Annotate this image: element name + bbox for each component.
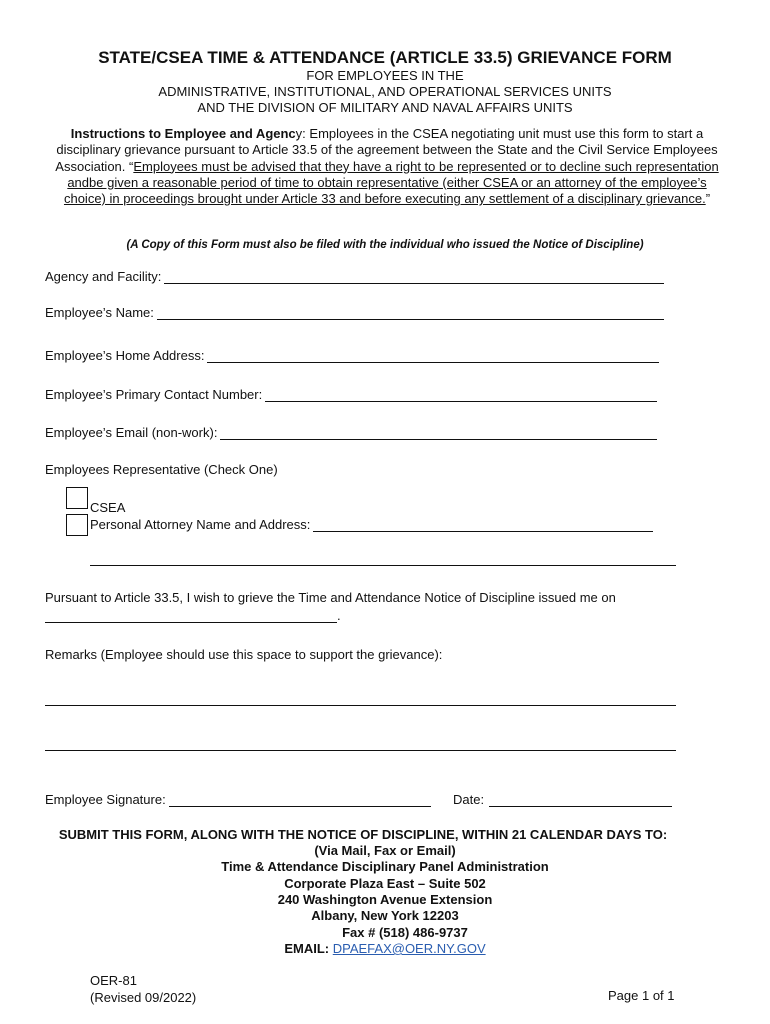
- agency-field[interactable]: [45, 269, 664, 284]
- instructions-paragraph: [52, 126, 722, 207]
- agency-input-line[interactable]: [164, 271, 664, 284]
- submit-street: 240 Washington Avenue Extension: [277, 892, 493, 907]
- pursuant-text: Pursuant to Article 33.5, I wish to grieve the Time and Attendance Notice of Discipline issued me on: [45, 590, 616, 605]
- attorney-checkbox[interactable]: [66, 514, 88, 536]
- instructions-text: : Employees in the CSEA negotiating unit must use this form to start a disciplinary grievance pursuant to Article 33.5 of the agreement between the State and the Civil Service Employees Association. “: [55, 126, 718, 174]
- email-field[interactable]: [45, 425, 657, 440]
- form-title: STATE/CSEA TIME & ATTENDANCE (ARTICLE 33.5) GRIEVANCE FORM: [98, 48, 672, 67]
- submit-city: Albany, New York 12203: [311, 908, 459, 923]
- submit-instruction: SUBMIT THIS FORM, ALONG WITH THE NOTICE OF DISCIPLINE, WITHIN 21 CALENDAR DAYS TO:: [58, 827, 668, 842]
- submit-methods: (Via Mail, Fax or Email): [314, 843, 456, 858]
- contact-number-label: Employee’s Primary Contact Number:: [45, 387, 263, 402]
- pursuant-period: .: [337, 608, 341, 623]
- attorney-input-line[interactable]: [313, 519, 653, 532]
- attorney-field[interactable]: [90, 517, 653, 532]
- subtitle-line-2: ADMINISTRATIVE, INSTITUTIONAL, AND OPERATIONAL SERVICES UNITS: [158, 84, 612, 99]
- instructions-lead: Instructions to Employee and Agenc: [70, 126, 296, 141]
- form-id: OER-81: [90, 973, 137, 988]
- employee-name-input-line[interactable]: [157, 307, 664, 320]
- representative-heading: Employees Representative (Check One): [45, 462, 278, 477]
- page-number: Page 1 of 1: [608, 988, 675, 1003]
- home-address-label: Employee’s Home Address:: [45, 348, 205, 363]
- instructions-rights-notice: Employees must be advised that they have a right to be represented or to decline such representation andbe given a reasonable period of time to obtain representative (either CSEA or an attorney of the employee’s choice) in proceedings brought under Article 33 and before executing any settlement of a disciplinary grievance.: [63, 158, 719, 207]
- date-label: Date:: [453, 792, 485, 807]
- submit-email-line: [0, 941, 770, 956]
- submit-email-link[interactable]: DPAEFAX@OER.NY.GOV: [332, 941, 486, 956]
- instructions-lead-y: y: [295, 126, 303, 141]
- contact-number-field[interactable]: [45, 387, 657, 402]
- employee-name-field[interactable]: [45, 305, 664, 320]
- signature-field[interactable]: [45, 792, 431, 807]
- remarks-label: Remarks (Employee should use this space to support the grievance):: [45, 647, 443, 662]
- filing-note: (A Copy of this Form must also be filed with the individual who issued the Notice of Discipline): [126, 239, 644, 251]
- discipline-date-field[interactable]: [45, 608, 341, 623]
- csea-option-label: CSEA: [90, 500, 126, 515]
- remarks-line-2[interactable]: [45, 750, 676, 751]
- instructions-close-quote: ”: [705, 191, 711, 207]
- home-address-field[interactable]: [45, 348, 659, 363]
- agency-label: Agency and Facility:: [45, 269, 162, 284]
- email-label: Employee’s Email (non-work):: [45, 425, 218, 440]
- date-input-line[interactable]: [489, 794, 672, 807]
- home-address-input-line[interactable]: [207, 350, 659, 363]
- remarks-line-1[interactable]: [45, 705, 676, 706]
- date-field[interactable]: [453, 792, 672, 807]
- revision-date: (Revised 09/2022): [90, 990, 197, 1005]
- submit-email-label: EMAIL:: [284, 941, 333, 956]
- subtitle-line-3: AND THE DIVISION OF MILITARY AND NAVAL AFFAIRS UNITS: [197, 100, 573, 115]
- submit-suite: Corporate Plaza East – Suite 502: [284, 876, 486, 891]
- attorney-address-line[interactable]: [90, 565, 676, 566]
- submit-fax: Fax # (518) 486-9737: [342, 925, 468, 940]
- email-input-line[interactable]: [220, 427, 657, 440]
- signature-label: Employee Signature:: [45, 792, 166, 807]
- contact-number-input-line[interactable]: [265, 389, 657, 402]
- employee-name-label: Employee’s Name:: [45, 305, 154, 320]
- signature-input-line[interactable]: [169, 794, 431, 807]
- submit-office: Time & Attendance Disciplinary Panel Administration: [221, 859, 549, 874]
- discipline-date-input-line[interactable]: [45, 610, 337, 623]
- csea-checkbox[interactable]: [66, 487, 88, 509]
- subtitle-line-1: FOR EMPLOYEES IN THE: [306, 68, 464, 83]
- attorney-option-label: Personal Attorney Name and Address:: [90, 517, 311, 532]
